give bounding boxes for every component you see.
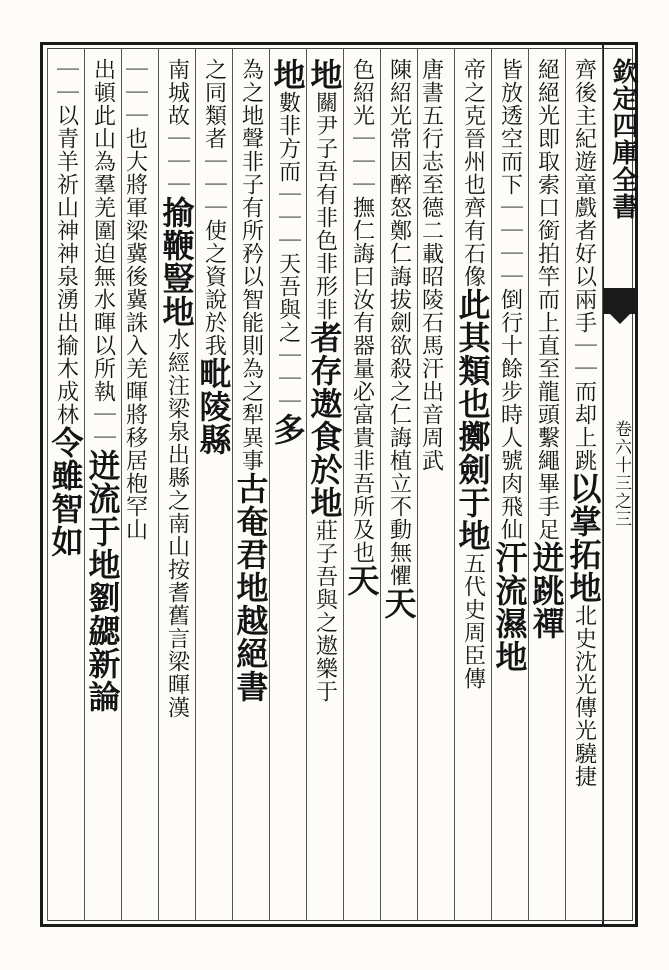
text-segment: 天 <box>342 564 381 597</box>
text-segment: 齊後主紀遊童戲者好以兩手｜｜而却上跳 <box>571 58 597 472</box>
text-segment: 令雖智如 <box>46 426 85 558</box>
text-segment: ｜｜以青羊祈山神神泉湧出揄木成林 <box>53 58 79 426</box>
text-segment: 地 <box>305 58 344 91</box>
column-rule <box>528 48 529 921</box>
text-segment: 之同類者｜｜｜使之資說於我 <box>201 58 227 357</box>
text-segment: 迸跳禪 <box>527 541 566 640</box>
text-column <box>231 58 270 915</box>
text-column <box>46 58 85 915</box>
text-column <box>268 58 307 915</box>
text-segment: 皆放透空而下｜｜｜｜倒行十餘步時人號肉飛仙 <box>497 58 523 541</box>
text-segment: 帝之克晉州也齊有石像 <box>460 58 486 288</box>
column-rule <box>158 48 159 921</box>
text-segment: 毗陵縣 <box>194 357 233 456</box>
text-column <box>305 58 344 915</box>
text-segment: 水經注梁泉出縣之南山按耆舊言梁暉漢 <box>164 328 190 719</box>
text-segment: ｜｜｜也 <box>122 58 148 150</box>
volume-label: 卷六十三之三 <box>611 420 631 528</box>
text-segment: 以掌拓地 <box>564 472 603 604</box>
text-segment: 擲劍于地 <box>453 420 492 552</box>
text-segment: 多 <box>268 413 307 446</box>
column-rule <box>380 48 381 921</box>
text-column <box>453 58 492 915</box>
text-segment: 唐書五行志至德二載昭陵石馬汗出音周武 <box>418 58 444 472</box>
book-title: 欽定四庫全書 <box>608 58 638 220</box>
text-segment: 陳紹光常因醉怒鄭仁誨拔劍欲殺之仁誨植立不動無懼 <box>386 58 412 587</box>
text-segment: 劉勰新論 <box>83 581 122 713</box>
text-segment: 五代史周臣傳 <box>460 552 486 690</box>
text-column <box>342 58 381 915</box>
text-segment: 絕絕光即取索口銜拍竿而上直至龍頭繫繩畢手足 <box>534 58 560 541</box>
text-column <box>527 58 566 915</box>
text-segment: 大將軍梁冀後冀誅入羌暉將移居枹罕山 <box>122 150 148 541</box>
text-column <box>194 58 233 915</box>
text-column <box>83 58 122 915</box>
text-segment: 者存 <box>305 321 344 387</box>
text-column <box>379 58 418 915</box>
text-segment: 聲非子有所矜以智能則為之犁異事 <box>238 127 264 472</box>
text-segment: 地 <box>268 58 307 91</box>
text-segment: 此其類也 <box>453 288 492 420</box>
column-rule <box>195 48 196 921</box>
fish-tail-ornament <box>602 288 638 314</box>
text-segment: 色紹光｜｜｜撫仁誨曰汝有器量必富貴非吾所及也 <box>349 58 375 564</box>
text-segment: 天吾與之｜｜｜ <box>275 252 301 413</box>
text-column <box>420 58 442 915</box>
text-column <box>124 58 146 915</box>
text-segment: 出頓此山為羣羌圍迫無水暉以所執｜｜ <box>90 58 116 449</box>
text-segment: 北史沈光傳光驍捷 <box>571 604 597 788</box>
text-segment: 數非方而｜｜｜ <box>275 91 301 252</box>
text-segment: 為之地 <box>238 58 264 127</box>
text-segment: 揄鞭豎地 <box>157 196 196 328</box>
text-segment: 南城故｜｜｜ <box>164 58 190 196</box>
text-segment: 迸流于地 <box>83 449 122 581</box>
text-segment: 越絕書 <box>231 604 270 703</box>
text-segment: 莊子吾與之遨樂于 <box>312 519 338 703</box>
text-segment: 遨食於地 <box>305 387 344 519</box>
text-segment: 古奄君地 <box>231 472 270 604</box>
text-column <box>490 58 529 915</box>
text-segment: 汗流濕地 <box>490 541 529 673</box>
text-segment: 天 <box>379 587 418 620</box>
text-column <box>157 58 196 915</box>
text-segment: 關尹子吾有非色非形非 <box>312 91 338 321</box>
text-column <box>564 58 603 915</box>
